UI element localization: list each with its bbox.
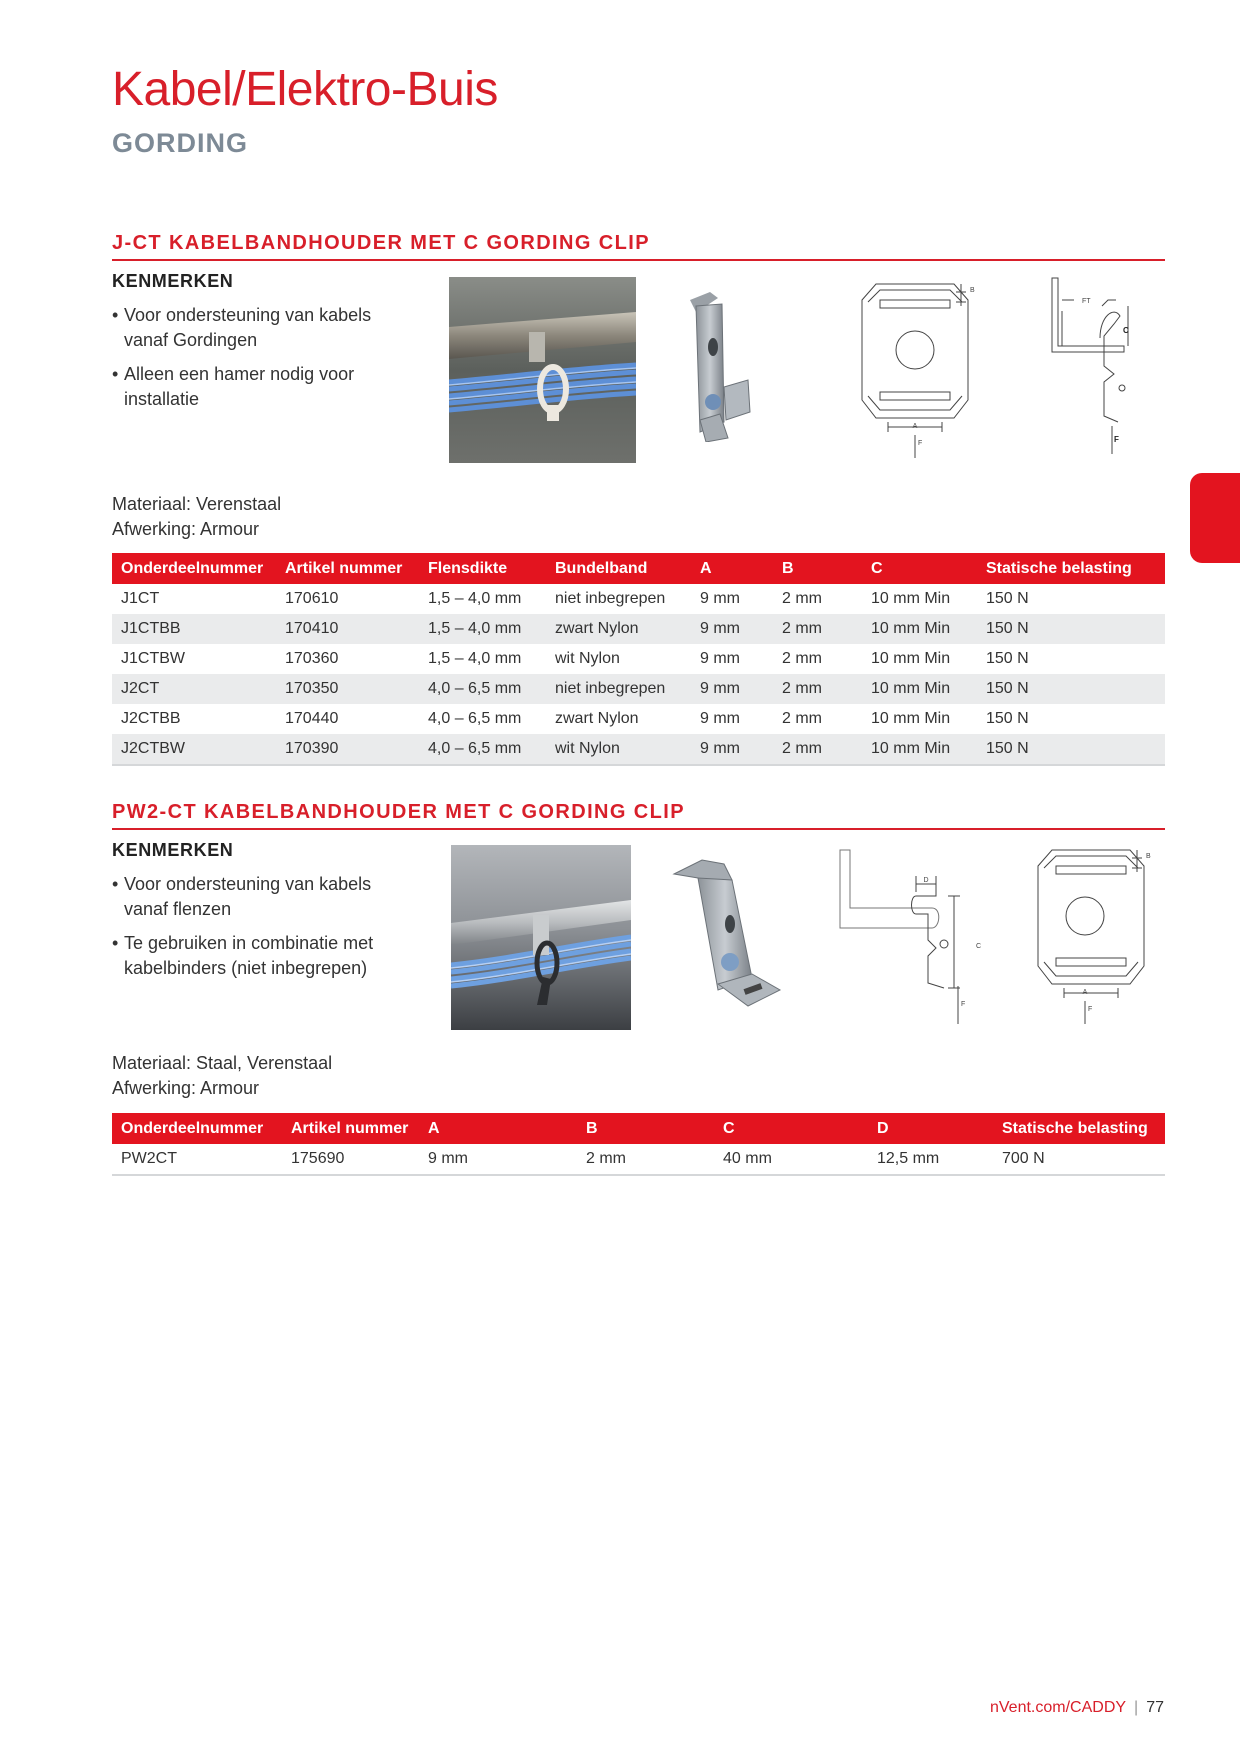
dim-label-f: F — [961, 1001, 966, 1008]
dim-label-d: D — [923, 877, 929, 884]
table-cell: 150 N — [986, 710, 1029, 727]
dim-label-c: C — [976, 943, 982, 950]
page-title: Kabel/Elektro-Buis — [112, 63, 498, 116]
table-cell: 2 mm — [782, 710, 822, 727]
table-cell: 2 mm — [577, 1144, 714, 1175]
column-header: Statische belasting — [993, 1113, 1165, 1144]
table-cell: 10 mm Min — [871, 650, 951, 667]
table-cell: PW2CT — [112, 1144, 282, 1175]
table-cell: niet inbegrepen — [555, 590, 666, 607]
table-cell: J1CTBB — [112, 614, 276, 644]
features-list — [112, 303, 412, 421]
finish-text: Afwerking: Armour — [112, 1078, 260, 1098]
product-photo-pw2ct-installed — [451, 845, 631, 1030]
table-cell: 9 mm — [419, 1144, 577, 1175]
column-header: Artikel nummer — [276, 553, 419, 584]
table-cell: 4,0 – 6,5 mm — [419, 734, 546, 765]
table-cell: 150 N — [977, 674, 1165, 704]
table-row — [112, 1144, 1165, 1175]
dim-label-b: B — [970, 287, 975, 294]
column-header: C — [714, 1113, 868, 1144]
table-cell: 40 mm — [714, 1144, 868, 1175]
table-cell: J2CTBB — [121, 710, 181, 727]
dim-label-f: F — [918, 440, 923, 447]
column-header: Artikel nummer — [282, 1113, 419, 1144]
dim-label-a: A — [1082, 989, 1088, 996]
material-text: Materiaal: Verenstaal — [112, 494, 282, 514]
features-heading: KENMERKEN — [112, 271, 234, 291]
section-title-jct: J-CT KABELBANDHOUDER MET C GORDING CLIP — [112, 232, 650, 254]
table-row — [112, 584, 1165, 614]
table-cell: 170390 — [276, 734, 419, 765]
footer-link[interactable]: nVent.com/CADDY — [989, 1699, 1127, 1716]
table-cell: 1,5 – 4,0 mm — [419, 614, 546, 644]
footer — [990, 1699, 1164, 1717]
table-cell: 9 mm — [700, 590, 740, 607]
section-title-pw2ct: PW2-CT KABELBANDHOUDER MET C GORDING CLIP — [112, 801, 685, 823]
table-cell: 9 mm — [700, 710, 740, 727]
table-row — [112, 734, 1165, 765]
footer-separator: | — [1134, 1699, 1139, 1716]
material-text: Materiaal: Staal, Verenstaal — [112, 1053, 333, 1073]
product-photo-jct-installed — [449, 277, 636, 463]
column-header: A — [691, 553, 773, 584]
diagram-jct-front-view — [858, 280, 978, 460]
dim-label-a: A — [912, 423, 918, 430]
dim-label-f: F — [1114, 435, 1119, 444]
table-cell: J2CT — [112, 674, 276, 704]
table-cell: 150 N — [977, 734, 1165, 765]
table-cell: 12,5 mm — [868, 1144, 993, 1175]
table-cell: wit Nylon — [546, 734, 691, 765]
page-subtitle: GORDING — [112, 128, 249, 158]
table-cell: zwart Nylon — [555, 710, 639, 727]
table-cell: 170360 — [285, 650, 339, 667]
table-row — [112, 614, 1165, 644]
table-cell: 4,0 – 6,5 mm — [419, 674, 546, 704]
table-cell: 150 N — [977, 614, 1165, 644]
table-cell: 170610 — [285, 590, 339, 607]
table-cell: 150 N — [986, 650, 1029, 667]
table-cell: 4,0 – 6,5 mm — [428, 710, 522, 727]
table-cell: 10 mm Min — [862, 734, 977, 765]
diagram-pw2ct-front-view — [1034, 846, 1154, 1026]
table-cell: zwart Nylon — [546, 614, 691, 644]
feature-item: • Te gebruiken in combinatie met kabelbinders (niet inbegrepen) — [112, 931, 412, 981]
table-cell: 10 mm Min — [871, 590, 951, 607]
column-header: D — [868, 1113, 993, 1144]
column-header: B — [773, 553, 862, 584]
table-cell: 2 mm — [773, 734, 862, 765]
dim-label-b: B — [1146, 853, 1151, 860]
product-render-jct — [680, 292, 780, 442]
table-cell: 10 mm Min — [862, 674, 977, 704]
table-row — [112, 704, 1165, 734]
table-cell: 2 mm — [773, 674, 862, 704]
table-cell: 9 mm — [691, 734, 773, 765]
feature-item: • Voor ondersteuning van kabels vanaf flenzen — [112, 872, 412, 922]
page-number: 77 — [1146, 1699, 1164, 1716]
table-cell: 10 mm Min — [862, 614, 977, 644]
spec-table-jct — [112, 553, 1165, 766]
finish-text: Afwerking: Armour — [112, 519, 260, 539]
table-cell: 700 N — [993, 1144, 1165, 1175]
table-cell: 9 mm — [691, 614, 773, 644]
product-render-pw2ct — [672, 858, 782, 1008]
table-cell: wit Nylon — [555, 650, 620, 667]
features-list — [112, 872, 412, 990]
table-cell: 150 N — [986, 590, 1029, 607]
table-cell: 9 mm — [691, 674, 773, 704]
diagram-jct-side-view — [1048, 276, 1138, 456]
table-cell: J1CT — [121, 590, 160, 607]
table-cell: 2 mm — [773, 614, 862, 644]
table-cell: niet inbegrepen — [546, 674, 691, 704]
column-header: C — [862, 553, 977, 584]
spec-table-pw2ct — [112, 1113, 1165, 1176]
table-cell: 170410 — [276, 614, 419, 644]
column-header: A — [419, 1113, 577, 1144]
table-header-row — [112, 553, 1165, 584]
table-header-row — [112, 1113, 1165, 1144]
features-heading: KENMERKEN — [112, 840, 234, 860]
table-cell: 2 mm — [782, 590, 822, 607]
section-rule — [112, 828, 1165, 830]
column-header: Onderdeelnummer — [112, 1113, 282, 1144]
column-header: B — [577, 1113, 714, 1144]
diagram-pw2ct-side-view — [836, 848, 996, 1028]
column-header: Statische belasting — [977, 553, 1165, 584]
side-tab-marker — [1190, 473, 1240, 563]
table-row — [112, 674, 1165, 704]
table-cell: J2CTBW — [112, 734, 276, 765]
table-cell: 1,5 – 4,0 mm — [428, 650, 522, 667]
feature-item: • Alleen een hamer nodig voor installatie — [112, 362, 412, 412]
dim-label-f: F — [1088, 1006, 1093, 1013]
section-rule — [112, 259, 1165, 261]
table-cell: 1,5 – 4,0 mm — [428, 590, 522, 607]
table-cell: 2 mm — [782, 650, 822, 667]
table-cell: 10 mm Min — [871, 710, 951, 727]
table-cell: 170440 — [285, 710, 339, 727]
table-row — [112, 644, 1165, 674]
feature-item: • Voor ondersteuning van kabels vanaf Gordingen — [112, 303, 412, 353]
column-header: Flensdikte — [419, 553, 546, 584]
table-cell: 175690 — [282, 1144, 419, 1175]
column-header: Onderdeelnummer — [112, 553, 276, 584]
table-cell: 170350 — [276, 674, 419, 704]
dim-label-c: C — [1123, 326, 1129, 335]
dim-label-ft: FT — [1082, 298, 1091, 305]
table-cell: 9 mm — [700, 650, 740, 667]
table-cell: J1CTBW — [121, 650, 185, 667]
column-header: Bundelband — [546, 553, 691, 584]
